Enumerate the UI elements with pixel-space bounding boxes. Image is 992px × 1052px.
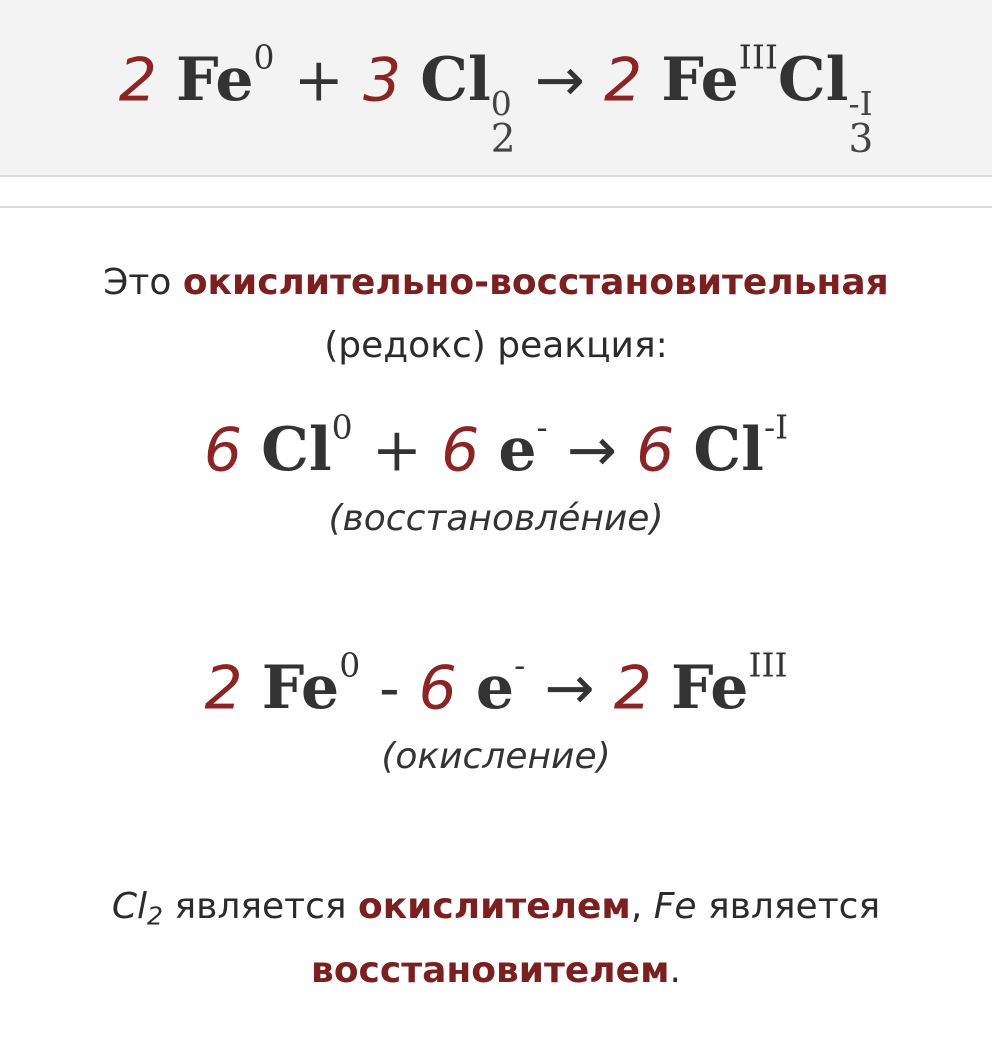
subscript: 3 (848, 117, 874, 163)
redox-highlight: окислительно-восстановительная (182, 262, 889, 303)
plus-sign: + (371, 415, 423, 486)
oxidation-state: 0 (331, 408, 353, 447)
intro-line-2: (редокс) реакция: (324, 325, 668, 366)
coefficient: 2 (204, 653, 243, 724)
main-equation (0, 38, 992, 163)
plus-sign: + (293, 45, 344, 116)
electron: e- (475, 646, 526, 724)
reducer-label: восстановителем (311, 950, 670, 991)
reduction-equation (0, 408, 992, 485)
conclusion-line-1: Cl2 является окислителем, Fe является (111, 886, 881, 931)
coefficient: 3 (362, 45, 402, 116)
coefficient: 6 (203, 415, 243, 486)
electron: e- (498, 408, 548, 486)
element-fe: $Fe^{III}$ (670, 646, 788, 724)
charge: - (536, 408, 548, 447)
element-cl: $Cl^{-I}$ (693, 408, 789, 486)
oxidation-state: 0 (253, 38, 275, 77)
coefficient: 6 (418, 653, 457, 724)
reaction-arrow: → (566, 415, 618, 486)
reduction-caption: (восстановле́ние) (328, 498, 664, 539)
oxidation-state: -I (848, 84, 873, 124)
element-fe: $Fe^{III}$ (661, 38, 778, 116)
oxidation-state: III (738, 38, 778, 77)
reducer-formula: Fe (653, 886, 697, 927)
element-cl2: Cl 0 2 (420, 45, 516, 163)
oxidation-state: 0 (339, 646, 361, 685)
element-fe: Fe$^0$ (261, 646, 361, 724)
coefficient: 6 (636, 415, 675, 486)
minus-sign: - (379, 653, 400, 724)
oxidizer-formula: Cl2 (111, 886, 164, 931)
intro-line-1: Это окислительно-восстановительная (103, 262, 889, 303)
oxidation-caption: (окисление) (381, 736, 611, 777)
oxidation-equation (0, 646, 992, 723)
divider (0, 206, 992, 208)
oxidation-state: 0 (490, 84, 512, 124)
charge: - (514, 646, 526, 685)
conclusion-line-2: восстановителем. (311, 950, 681, 991)
oxidation-state: -I (763, 408, 789, 447)
element-cl: Cl$^0$ (261, 408, 353, 486)
coefficient: 2 (118, 45, 157, 116)
oxidizer-label: окислителем (358, 886, 631, 927)
reaction-arrow: → (544, 653, 595, 724)
element-fe: Fe$^0$ (176, 38, 275, 116)
element-cl3: Cl -I 3 (777, 45, 874, 163)
coefficient: 2 (613, 653, 652, 724)
subscript: 2 (490, 117, 516, 163)
reaction-arrow: → (534, 45, 585, 116)
coefficient: 2 (604, 45, 643, 116)
coefficient: 6 (441, 415, 480, 486)
oxidation-state: III (748, 646, 788, 685)
